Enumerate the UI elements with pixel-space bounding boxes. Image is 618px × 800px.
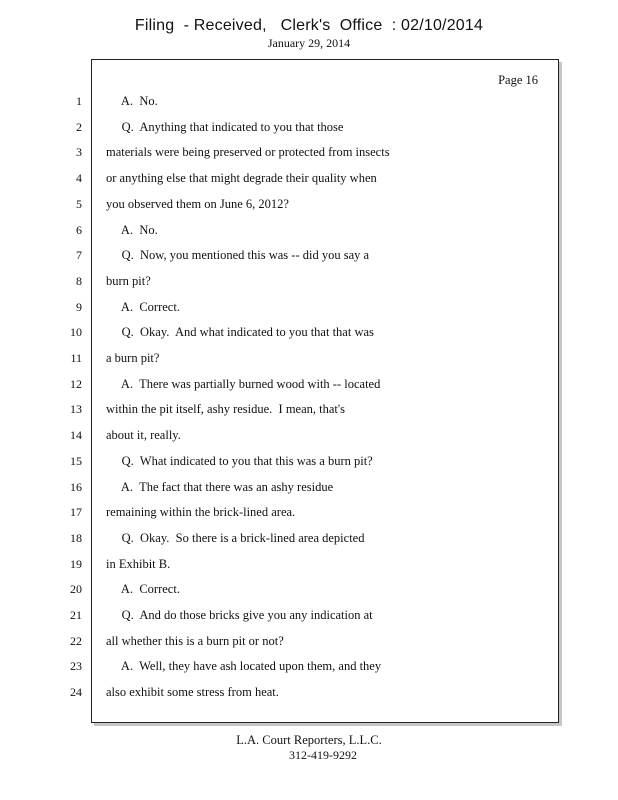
- line-number: 12: [70, 377, 82, 391]
- transcript-line: Q. And do those bricks give you any indication at: [106, 608, 373, 622]
- line-number: 24: [70, 685, 82, 699]
- filing-stamp: Filing - Received, Clerk's Office : 02/10/2014: [134, 17, 484, 34]
- line-number: 19: [70, 557, 82, 571]
- transcript-line: A. There was partially burned wood with -- located: [106, 377, 381, 391]
- line-number: 10: [70, 325, 82, 339]
- line-number: 14: [70, 428, 82, 442]
- transcript-line: Q. Anything that indicated to you that those: [106, 120, 344, 134]
- line-number: 15: [70, 454, 82, 468]
- line-number: 22: [70, 634, 82, 648]
- line-number: 4: [76, 171, 82, 185]
- transcript-line: Q. Now, you mentioned this was -- did you say a: [106, 248, 370, 262]
- line-number: 13: [70, 402, 82, 416]
- transcript-line: A. Correct.: [106, 582, 180, 596]
- transcript-line: all whether this is a burn pit or not?: [106, 634, 284, 648]
- page-number: Page 16: [498, 73, 538, 87]
- line-number: 6: [76, 223, 82, 237]
- transcript-line: about it, really.: [106, 428, 181, 442]
- transcript-line: also exhibit some stress from heat.: [106, 685, 279, 699]
- transcript-line: or anything else that might degrade their quality when: [106, 171, 377, 185]
- transcript-line: remaining within the brick-lined area.: [106, 505, 296, 519]
- transcript-line: Q. Okay. And what indicated to you that that was: [106, 325, 374, 339]
- line-number: 2: [76, 120, 82, 134]
- line-number: 3: [76, 145, 82, 159]
- line-number: 11: [70, 351, 82, 365]
- line-number: 16: [70, 480, 82, 494]
- transcript-line: you observed them on June 6, 2012?: [106, 197, 289, 211]
- line-number: 18: [70, 531, 82, 545]
- transcript-line: Q. What indicated to you that this was a burn pit?: [106, 454, 373, 468]
- transcript-line: within the pit itself, ashy residue. I mean, that's: [106, 402, 346, 416]
- line-number: 7: [76, 248, 82, 262]
- line-number: 23: [70, 659, 82, 673]
- transcript-line: A. No.: [106, 223, 158, 237]
- transcript-line: burn pit?: [106, 274, 151, 288]
- transcript-line: materials were being preserved or protected from insects: [106, 145, 390, 159]
- footer-phone: 312-419-9292: [289, 748, 357, 762]
- transcript-line: Q. Okay. So there is a brick-lined area depicted: [106, 531, 365, 545]
- line-number: 9: [76, 300, 82, 314]
- transcript-line: a burn pit?: [106, 351, 160, 365]
- transcript-line: A. The fact that there was an ashy residue: [106, 480, 334, 494]
- footer-company: L.A. Court Reporters, L.L.C.: [236, 733, 382, 747]
- line-number: 8: [76, 274, 82, 288]
- line-number: 20: [70, 582, 82, 596]
- deposition-date: January 29, 2014: [267, 36, 351, 50]
- transcript-line: A. Well, they have ash located upon them, and they: [106, 659, 382, 673]
- transcript-line: in Exhibit B.: [106, 557, 171, 571]
- transcript-line: A. No.: [106, 94, 158, 108]
- line-number: 21: [70, 608, 82, 622]
- line-number: 1: [76, 94, 82, 108]
- line-number: 17: [70, 505, 82, 519]
- line-number: 5: [76, 197, 82, 211]
- transcript-line: A. Correct.: [106, 300, 180, 314]
